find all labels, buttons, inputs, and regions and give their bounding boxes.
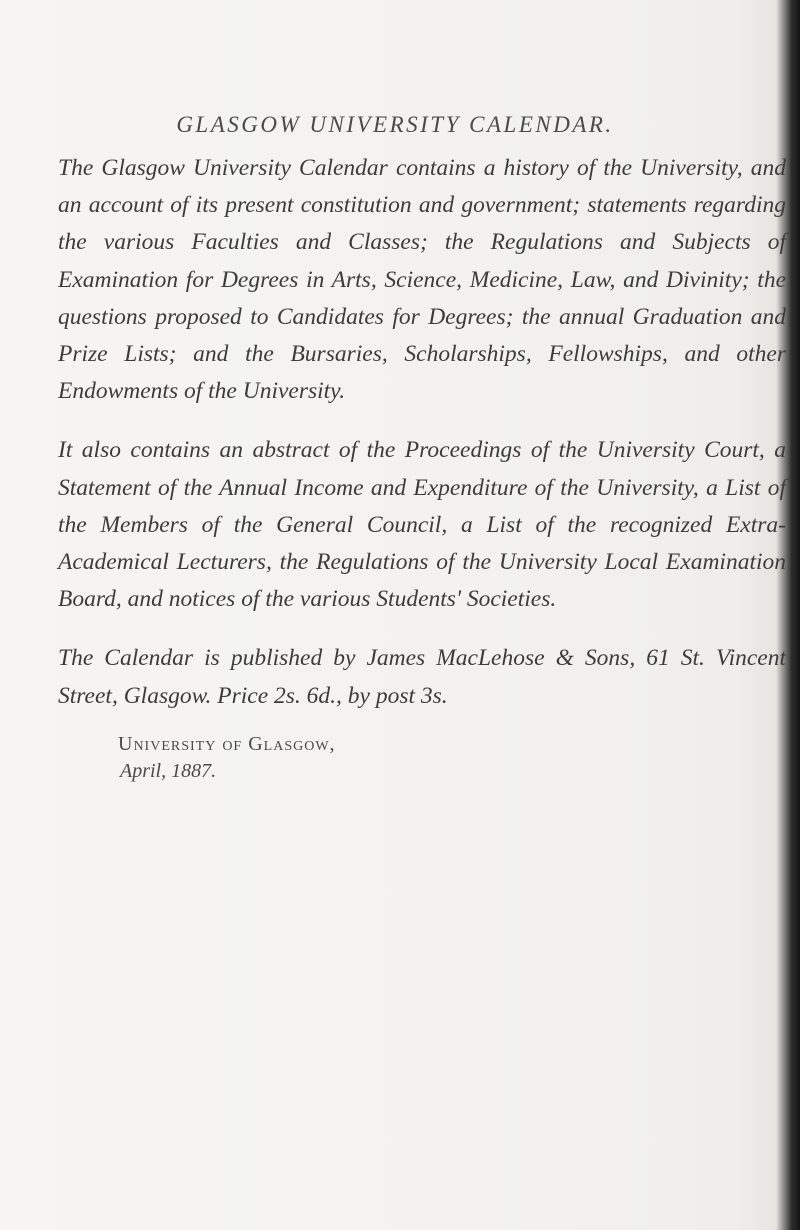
page-title: GLASGOW UNIVERSITY CALENDAR. bbox=[176, 112, 614, 137]
paragraph-1: The Glasgow University Calendar contains a history of the University, and an account of its present constitution and government; statements regarding the various Faculties and Classes; the Regulations and Subjects of Examination for Degrees in Arts, Science, Medicine, Law, and Divinity; the questions proposed to Candidates for Degrees; the annual Graduation and Prize Lists; and the Bursaries, Scholarships, Fellowships, and other Endowments of the University. bbox=[58, 155, 786, 405]
signature-institution: University of Glasgow, bbox=[118, 733, 336, 755]
body-text bbox=[58, 150, 786, 715]
page-edge-shadow bbox=[790, 0, 800, 1230]
paragraph-3: The Calendar is published by James MacLehose & Sons, 61 St. Vincent Street, Glasgow. Price 2s. 6d., by post 3s. bbox=[58, 645, 786, 709]
signature-block bbox=[118, 730, 336, 784]
signature-date: April, 1887. bbox=[120, 760, 217, 782]
paragraph-2: It also contains an abstract of the Proceedings of the University Court, a Statement of the Annual Income and Expenditure of the University, a List of the Members of the General Council, a List of the recognized Extra-Academical Lecturers, the Regulations of the University Local Examination Board, and notices of the various Students' Societies. bbox=[58, 437, 786, 613]
